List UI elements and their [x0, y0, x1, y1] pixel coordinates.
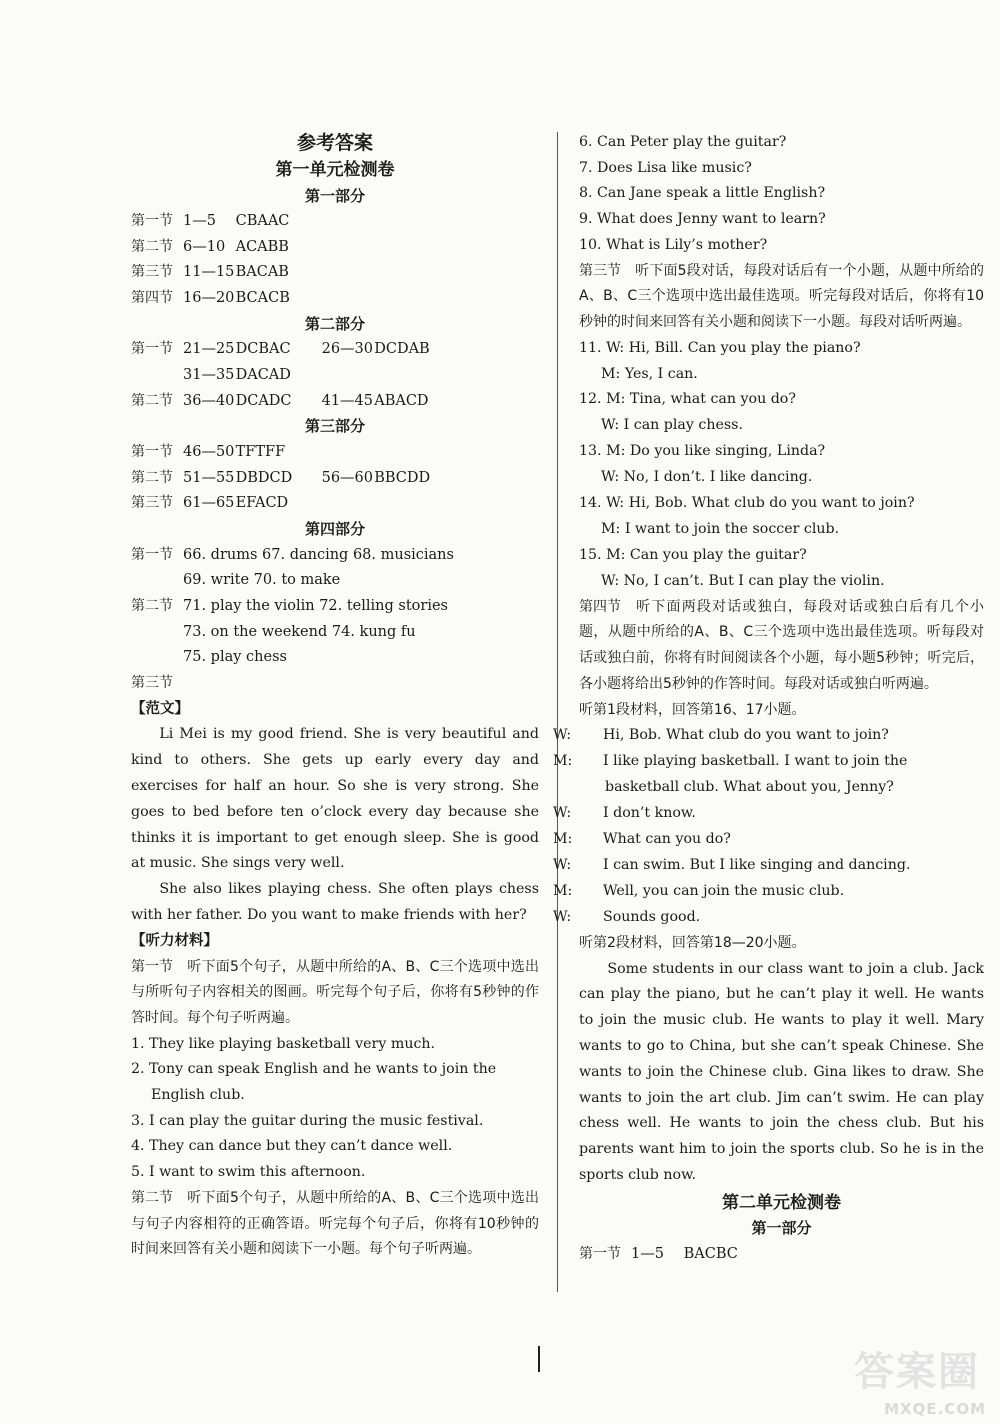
answer-row: 第二节 71. play the violin 72. telling stories — [131, 597, 448, 614]
section-instruction: 第四节 听下面两段对话或独白，每段对话或独白后有几个小题，从题中所给的A、B、C三个选项中选出最佳选项。听每段对话或独白前，你将有时间阅读各个小题，每小题5秒钟；听完后，各小题将给出5秒钟的作答时间。每段对话或独白听两遍。 — [579, 598, 984, 692]
essay-paragraph: Li Mei is my good friend. She is very beautiful and kind to others. She gets up early every day and exercises for half an hour. So she is very strong. She goes to bed before ten o’clock every day because she thinks it is important to get enough sleep. She is good at music. She sings very well. — [131, 726, 539, 872]
dialog-line: M: I want to join the soccer club. — [601, 520, 840, 537]
unit-title: 第一单元检测卷 — [275, 160, 395, 180]
watermark-logo: 答案圈 — [854, 1349, 980, 1395]
section-instruction: 第三节 听下面5段对话，每段对话后有一个小题，从题中所给的A、B、C三个选项中选出最佳选项。听完每段对话后，你将有10秒钟的时间来回答有关小题和阅读下一小题。每段对话听两遍。 — [579, 262, 984, 330]
part-heading: 第三部分 — [304, 417, 365, 436]
answer-row: 第一节 46—50 TFTFF — [131, 443, 286, 460]
left-column — [131, 128, 539, 1263]
dialog-line: W: I can play chess. — [601, 417, 743, 434]
page-title: 参考答案 — [296, 132, 373, 154]
section-instruction: 第一节 听下面5个句子，从题中所给的A、B、C三个选项中选出与所听句子内容相关的图画。听完每个句子后，你将有5秒钟的作答时间。每个句子听两遍。 — [131, 958, 539, 1026]
answer-row: 第二节 51—55 DBDCD 56—60 BBCDD — [131, 469, 431, 486]
unit-title: 第二单元检测卷 — [722, 1192, 841, 1213]
part-heading: 第一部分 — [751, 1219, 812, 1238]
dialog-line: W: No, I can’t. But I can play the violin. — [601, 572, 885, 589]
monologue-paragraph: Some students in our class want to join a club. Jack can play the piano, but he can’t play it well. He wants to join the music club. He wants to play it well. Mary wants to go to China, but she can’t speak Chinese. She wants to join the Chinese club. Gina likes to draw. She wants to join the art club. Jim can’t swim. He can play chess well. He wants to join the chess club. But his parents want him to join the sports club. So he is in the sports club now. — [579, 960, 984, 1183]
list-item: 9. What does Jenny want to learn? — [579, 211, 826, 228]
answer-row: 第一节 66. drums 67. dancing 68. musicians — [131, 546, 454, 563]
answer-row: 73. on the weekend 74. kung fu — [183, 623, 416, 640]
list-item: 3. I can play the guitar during the music festival. — [131, 1112, 484, 1129]
dialog-line: M: Well, you can join the music club. — [553, 882, 845, 899]
answer-row: 69. write 70. to make — [183, 572, 341, 589]
list-item: 6. Can Peter play the guitar? — [579, 134, 787, 150]
section-instruction: 第二节 听下面5个句子，从题中所给的A、B、C三个选项中选出与句子内容相符的正确答语。听完每个句子后，你将有10秒钟的时间来回答有关小题和阅读下一小题。每个句子听两遍。 — [131, 1189, 539, 1258]
essay-label: 【范文】 — [131, 700, 189, 717]
list-item: 7. Does Lisa like music? — [579, 159, 752, 176]
answer-row: 第三节 11—15 BACAB — [131, 264, 289, 281]
dialog-line: M: Yes, I can. — [601, 365, 698, 382]
answer-row: 第二节 6—10 ACABB — [131, 238, 289, 255]
dialog-line: M: What can you do? — [553, 831, 731, 848]
dialog-line: 11. W: Hi, Bill. Can you play the piano? — [579, 339, 861, 356]
dialog-line: W: I can swim. But I like singing and dancing. — [553, 856, 911, 873]
part-heading: 第四部分 — [304, 520, 365, 539]
dialog-line: 12. M: Tina, what can you do? — [579, 391, 796, 408]
answer-row: 75. play chess — [183, 649, 287, 666]
column-divider — [557, 132, 558, 1292]
part-heading: 第二部分 — [304, 314, 365, 333]
list-item: 4. They can dance but they can’t dance well. — [131, 1138, 453, 1155]
answer-row: 第三节 61—65 EFACD — [131, 495, 289, 512]
answer-row: 第一节 21—25 DCBAC 26—30 DCDAB — [131, 341, 430, 358]
answer-row: 第一节 1—5 CBAAC — [131, 213, 290, 229]
answer-row: 第四节 16—20 BCACB — [131, 290, 290, 307]
dialog-line: W: No, I don’t. I like dancing. — [601, 469, 813, 486]
list-item: 2. Tony can speak English and he wants to join the English club. — [131, 1061, 497, 1104]
essay-paragraph: She also likes playing chess. She often plays chess with her father. Do you want to make friends with her? — [131, 881, 539, 924]
list-item: 5. I want to swim this afternoon. — [131, 1164, 366, 1181]
answer-row: 第二节 36—40 DCADC 41—45 ABACD — [131, 392, 429, 409]
material-label: 听第1段材料，回答第16、17小题。 — [579, 701, 806, 718]
list-item: 1. They like playing basketball very much. — [131, 1035, 436, 1052]
section-label: 第三节 — [131, 675, 173, 692]
dialog-line: 13. M: Do you like singing, Linda? — [579, 443, 826, 460]
part-heading: 第一部分 — [304, 186, 365, 205]
dialog-line: W: I don’t know. — [553, 805, 696, 822]
answer-row: 31—35 DACAD — [183, 367, 291, 384]
dialog-line: W: Hi, Bob. What club do you want to join? — [553, 727, 889, 744]
listening-label: 【听力材料】 — [131, 932, 218, 949]
right-column — [553, 130, 984, 1267]
dialog-line: 15. M: Can you play the guitar? — [579, 546, 807, 563]
answer-row: 第一节 1—5 BACBC — [579, 1245, 738, 1262]
page-marker — [538, 1346, 540, 1372]
list-item: 8. Can Jane speak a little English? — [579, 185, 826, 202]
dialog-line: M: I like playing basketball. I want to join the basketball club. What about you, Jenny? — [553, 753, 908, 796]
dialog-line: W: Sounds good. — [553, 908, 701, 925]
watermark — [816, 1338, 986, 1418]
list-item: 10. What is Lily’s mother? — [579, 236, 768, 253]
material-label: 听第2段材料，回答第18—20小题。 — [579, 934, 806, 951]
dialog-line: 14. W: Hi, Bob. What club do you want to join? — [579, 495, 915, 512]
watermark-site: MXQE.COM — [884, 1400, 986, 1418]
